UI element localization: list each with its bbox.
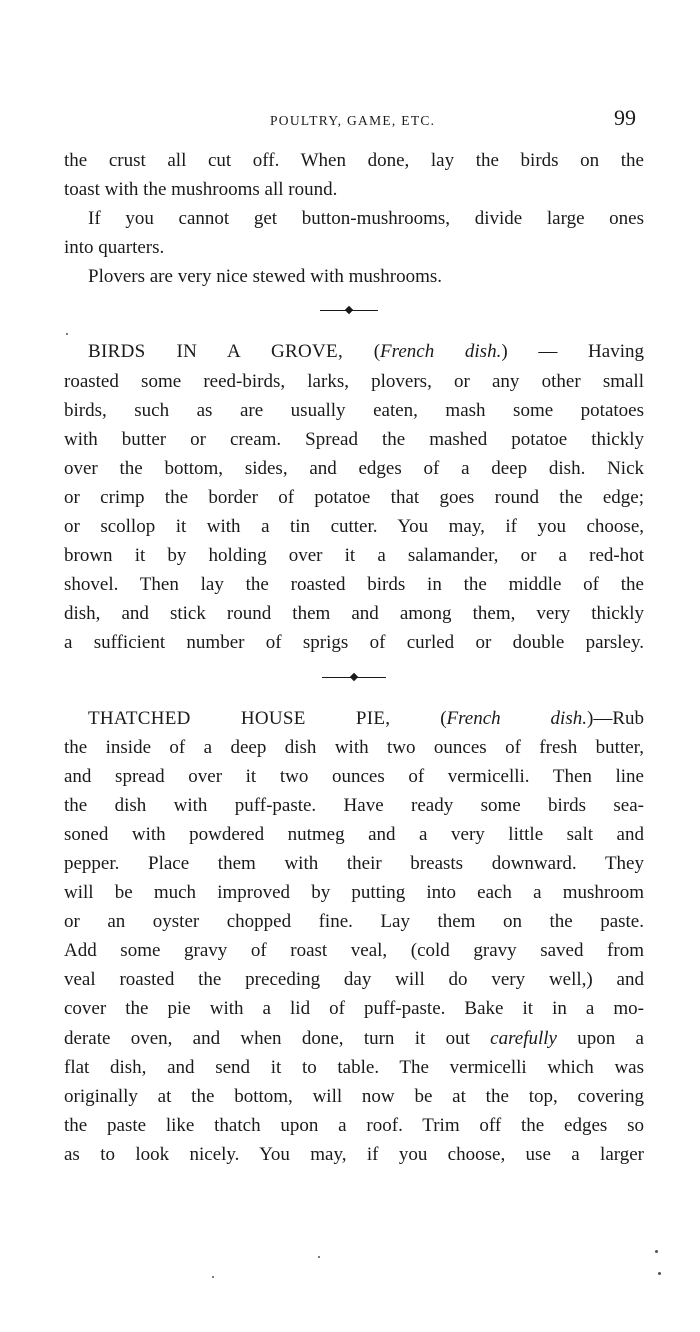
- text-line: the inside of a deep dish with two ounces of fresh butter,: [64, 736, 644, 758]
- section-divider: [64, 291, 644, 331]
- recipe-heading-line: [64, 337, 644, 366]
- text-line: shovel. Then lay the roasted birds in the middle of the: [64, 574, 644, 596]
- text-line: a sufficient number of sprigs of curled or double parsley.: [64, 632, 644, 654]
- text-line: veal roasted the preceding day will do very well,) and: [64, 969, 644, 991]
- recipe-title: BIRDS IN A GROVE,: [88, 341, 344, 363]
- text-line: flat dish, and send it to table. The vermicelli which was: [64, 1056, 644, 1078]
- paper-speck: [318, 1256, 320, 1258]
- paragraph-plovers: [64, 262, 644, 291]
- note-paren: ): [501, 341, 508, 363]
- text-line: or an oyster chopped fine. Lay them on the paste.: [64, 911, 644, 933]
- page-number: 99: [614, 105, 636, 130]
- text-line: cover the pie with a lid of puff-paste. Bake it in a mo-: [64, 998, 644, 1020]
- text-line: the dish with puff-paste. Have ready some birds sea-: [64, 794, 644, 816]
- divider-diamond-icon: [345, 306, 353, 314]
- paper-speck: [66, 333, 68, 335]
- text-line: Add some gravy of roast veal, (cold gravy saved from: [64, 940, 644, 962]
- text-line: the crust all cut off. When done, lay the birds on the: [64, 150, 644, 171]
- recipe-note: French dish.: [380, 341, 502, 363]
- recipe-thatched-house-pie: [64, 704, 644, 1170]
- text-line: as to look nicely. You may, if you choose, use a larger: [64, 1143, 644, 1165]
- text-line: soned with powdered nutmeg and a very little salt and: [64, 823, 644, 845]
- recipe-lead: —Rub: [593, 707, 644, 729]
- paragraph-button-mushrooms: [64, 204, 644, 262]
- text-line: or crimp the border of potatoe that goes round the edge;: [64, 486, 644, 508]
- text-line: with butter or cream. Spread the mashed potatoe thickly: [64, 428, 644, 450]
- running-head: POULTRY, GAME, ETC.: [270, 113, 436, 128]
- text-line: Plovers are very nice stewed with mushrooms.: [88, 266, 443, 288]
- text-line: birds, such as are usually eaten, mash some potatoes: [64, 399, 644, 421]
- text-line: dish, and stick round them and among them, very thickly: [64, 603, 644, 625]
- text-line: over the bottom, sides, and edges of a deep dish. Nick: [64, 457, 644, 479]
- section-divider: [64, 658, 644, 698]
- recipe-lead: — Having: [507, 341, 644, 363]
- recipe-title: THATCHED HOUSE PIE,: [88, 707, 391, 729]
- text-line: originally at the bottom, will now be at the top, covering: [64, 1085, 644, 1107]
- text-line: pepper. Place them with their breasts downward. They: [64, 852, 644, 874]
- text-line: toast with the mushrooms all round.: [64, 179, 338, 201]
- note-paren: (: [440, 707, 447, 729]
- note-paren: (: [373, 341, 381, 363]
- text-line: roasted some reed-birds, larks, plovers, or any other small: [64, 370, 644, 392]
- text-line: will be much improved by putting into each a mushroom: [64, 882, 644, 904]
- text-segment: upon a: [556, 1027, 644, 1049]
- text-line: and spread over it two ounces of vermicelli. Then line: [64, 765, 644, 787]
- page-header: [0, 105, 700, 137]
- paper-speck: [655, 1250, 658, 1253]
- paper-speck: [212, 1276, 214, 1278]
- text-line: into quarters.: [64, 237, 165, 259]
- text-line: brown it by holding over it a salamander, or a red-hot: [64, 545, 644, 567]
- recipe-note: French dish.: [446, 707, 587, 729]
- text-line: If you cannot get button-mushrooms, divide large ones: [88, 208, 644, 230]
- italic-word: carefully: [490, 1027, 557, 1049]
- text-line: [64, 1024, 644, 1053]
- divider-diamond-icon: [350, 672, 358, 680]
- text-line: the paste like thatch upon a roof. Trim off the edges so: [64, 1114, 644, 1136]
- recipe-heading-line: [64, 704, 644, 733]
- body-text: [64, 146, 644, 1169]
- paper-speck: [658, 1272, 661, 1275]
- text-line: or scollop it with a tin cutter. You may, if you choose,: [64, 516, 644, 538]
- paragraph-continuation: [64, 146, 644, 204]
- text-segment: derate oven, and when done, turn it out: [64, 1027, 491, 1049]
- recipe-birds-in-a-grove: [64, 337, 644, 657]
- note-paren: ): [586, 707, 594, 729]
